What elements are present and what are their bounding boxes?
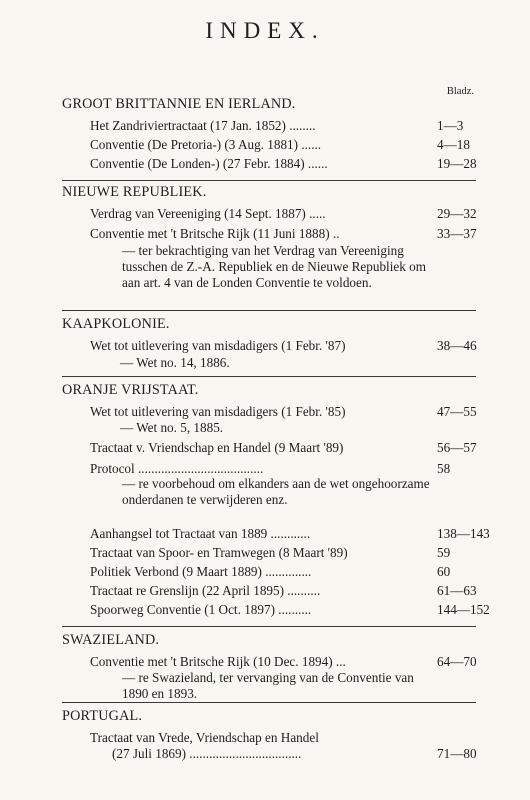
section-divider <box>62 702 476 703</box>
entry-pages: 19—28 <box>437 156 477 171</box>
section-heading-nieuwe-republiek: NIEUWE REPUBLIEK. <box>62 184 207 200</box>
entry-title: Wet tot uitlevering van misdadigers (1 Febr. '85) <box>90 404 346 419</box>
section-divider <box>62 180 476 181</box>
section-heading-kaapkolonie: KAAPKOLONIE. <box>62 316 170 332</box>
index-entry <box>90 440 480 458</box>
entry-title: Tractaat van Vrede, Vriendschap en Handel <box>90 730 319 745</box>
entry-note: — re Swazieland, ter vervanging van de Conventie van 1890 en 1893. <box>122 670 414 701</box>
entry-title: Spoorweg Conventie (1 Oct. 1897) .......... <box>90 602 312 617</box>
entry-title: Protocol ...................................... <box>90 461 264 476</box>
entry-note: — re voorbehoud om elkanders aan de wet ongehoorzame onderdanen te verwijderen enz. <box>122 476 430 507</box>
index-entry <box>90 564 480 582</box>
entry-pages: 60 <box>437 564 451 579</box>
entry-pages: 47—55 <box>437 404 477 419</box>
page-title: INDEX. <box>205 18 325 43</box>
index-entry <box>90 118 480 136</box>
entry-title: Tractaat van Spoor- en Tramwegen (8 Maart '89) <box>90 545 348 560</box>
page-column-header: Bladz. <box>446 86 474 97</box>
entry-title: Aanhangsel tot Tractaat van 1889 ............ <box>90 526 311 541</box>
section-heading-oranje-vrijstaat: ORANJE VRIJSTAAT. <box>62 382 199 398</box>
entry-pages: 33—37 <box>437 226 477 241</box>
entry-title: Conventie met 't Britsche Rijk (10 Dec. 1894) ... <box>90 654 346 669</box>
index-entry <box>90 156 480 174</box>
index-entry <box>90 226 480 244</box>
entry-title: Het Zandriviertractaat (17 Jan. 1852) ........ <box>90 118 316 133</box>
entry-pages: 1—3 <box>437 118 464 133</box>
section-heading-swazieland: SWAZIELAND. <box>62 632 160 648</box>
index-entry <box>90 137 480 155</box>
entry-pages: 71—80 <box>437 746 477 761</box>
entry-pages: 38—46 <box>437 338 477 353</box>
entry-subline: — Wet no. 5, 1885. <box>120 420 224 435</box>
entry-pages: 61—63 <box>437 583 477 598</box>
entry-pages: 59 <box>437 545 451 560</box>
entry-pages: 144—152 <box>437 602 490 617</box>
index-entry <box>90 583 480 601</box>
entry-title: Tractaat re Grenslijn (22 April 1895) .......... <box>90 583 321 598</box>
entry-title: Politiek Verbond (9 Maart 1889) .............. <box>90 564 312 579</box>
index-entry <box>90 526 490 544</box>
index-entry <box>112 746 480 764</box>
entry-title: Conventie met 't Britsche Rijk (11 Juni 1888) .. <box>90 226 340 241</box>
entry-title: Conventie (De Londen-) (27 Febr. 1884) ...... <box>90 156 328 171</box>
entry-title: Tractaat v. Vriendschap en Handel (9 Maart '89) <box>90 440 344 455</box>
entry-pages: 138—143 <box>437 526 490 541</box>
section-divider <box>62 310 476 311</box>
entry-note: — ter bekrachtiging van het Verdrag van Vereeniging tusschen de Z.-A. Republiek en de Nieuwe Republiek om aan art. 4 van de Londen Conventie te voldoen. <box>122 243 426 290</box>
section-heading-groot-brittannie: GROOT BRITTANNIE EN IERLAND. <box>62 96 296 112</box>
entry-pages: 64—70 <box>437 654 477 669</box>
entry-title: Conventie (De Pretoria-) (3 Aug. 1881) ...... <box>90 137 322 152</box>
section-divider <box>62 626 476 627</box>
index-entry <box>90 545 480 563</box>
entry-subline: — Wet no. 14, 1886. <box>120 355 230 370</box>
index-entry <box>90 602 490 620</box>
section-divider <box>62 376 476 377</box>
entry-title: Verdrag van Vereeniging (14 Sept. 1887) ..... <box>90 206 326 221</box>
entry-pages: 56—57 <box>437 440 477 455</box>
entry-title: (27 Juli 1869) .................................. <box>112 746 302 761</box>
entry-title: Wet tot uitlevering van misdadigers (1 Febr. '87) <box>90 338 346 353</box>
section-heading-portugal: PORTUGAL. <box>62 708 143 724</box>
index-entry <box>90 206 480 224</box>
index-entry <box>90 338 480 356</box>
entry-pages: 58 <box>437 461 451 476</box>
entry-pages: 4—18 <box>437 137 470 152</box>
entry-pages: 29—32 <box>437 206 477 221</box>
